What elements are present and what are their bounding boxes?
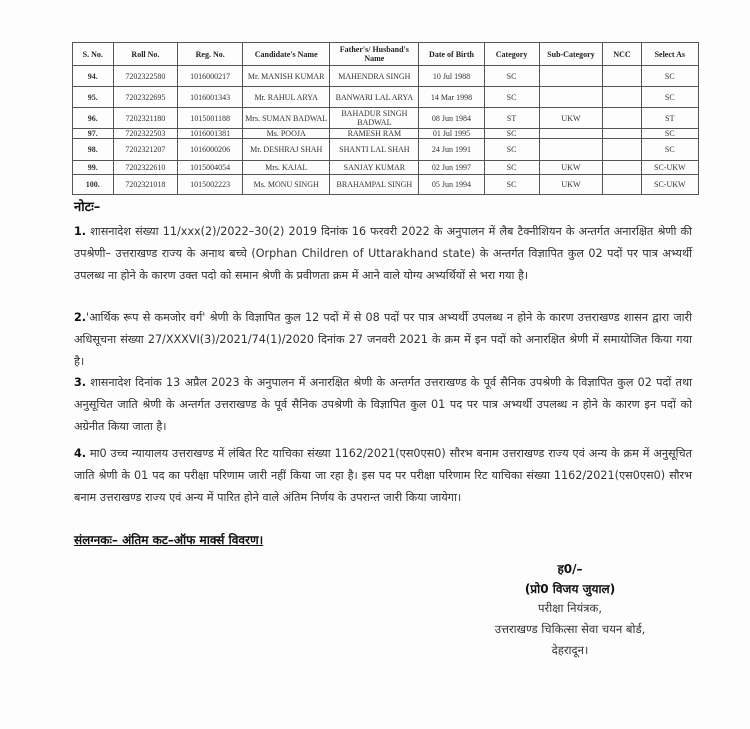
header-roll-no: Roll No. <box>113 43 178 66</box>
cell-reg-no: 1016000206 <box>178 139 243 161</box>
signatory-organization: उत्तराखण्ड चिकित्सा सेवा चयन बोर्ड, <box>494 622 646 636</box>
cell-dob: 10 Jul 1988 <box>419 66 484 87</box>
cell-candidate-name: Mr. RAHUL ARYA <box>243 87 330 108</box>
cell-ncc <box>603 108 641 129</box>
cell-father-name: BANWARI LAL ARYA <box>330 87 419 108</box>
cell-ncc <box>603 161 641 175</box>
cell-father-name: SANJAY KUMAR <box>330 161 419 175</box>
header-father-name: Father's/ Husband's Name <box>330 43 419 66</box>
cell-category: SC <box>484 87 539 108</box>
note-number: 3. <box>74 376 87 389</box>
cell-sno: 95. <box>73 87 114 108</box>
header-category: Category <box>484 43 539 66</box>
note-number: 1. <box>74 225 87 238</box>
cell-select-as: SC-UKW <box>641 161 698 175</box>
cell-sub-category: UKW <box>539 108 603 129</box>
notes-heading: नोटः– <box>74 200 101 215</box>
cell-father-name: SHANTI LAL SHAH <box>330 139 419 161</box>
table-row <box>73 66 699 87</box>
cell-sub-category: UKW <box>539 175 603 195</box>
note-item-2 <box>74 307 692 373</box>
cell-candidate-name: Mrs. KAJAL <box>243 161 330 175</box>
cell-category: SC <box>484 129 539 139</box>
header-sub-category: Sub-Category <box>539 43 603 66</box>
cell-dob: 05 Jun 1994 <box>419 175 484 195</box>
signatory-designation: परीक्षा नियंत्रक, <box>538 601 602 615</box>
cell-ncc <box>603 66 641 87</box>
cell-father-name: MAHENDRA SINGH <box>330 66 419 87</box>
cell-select-as: SC <box>641 129 698 139</box>
cell-select-as: ST <box>641 108 698 129</box>
cell-select-as: SC <box>641 139 698 161</box>
cell-select-as: SC <box>641 87 698 108</box>
cell-sub-category: UKW <box>539 161 603 175</box>
cell-roll-no: 7202321207 <box>113 139 178 161</box>
cell-candidate-name: Mr. DESHRAJ SHAH <box>243 139 330 161</box>
cell-reg-no: 1016001381 <box>178 129 243 139</box>
header-select-as: Select As <box>641 43 698 66</box>
cell-ncc <box>603 87 641 108</box>
signature-mark: ह0/– <box>557 562 583 576</box>
cell-ncc <box>603 129 641 139</box>
signatory-place: देहरादून। <box>551 643 589 657</box>
table-row <box>73 175 699 195</box>
signatory-name: (प्रो0 विजय जुयाल) <box>524 582 616 596</box>
cell-sno: 99. <box>73 161 114 175</box>
header-candidate-name: Candidate's Name <box>243 43 330 66</box>
cell-dob: 24 Jun 1991 <box>419 139 484 161</box>
cell-select-as: SC <box>641 66 698 87</box>
cell-reg-no: 1015004054 <box>178 161 243 175</box>
header-sno: S. No. <box>73 43 114 66</box>
cell-sno: 98. <box>73 139 114 161</box>
cell-category: SC <box>484 161 539 175</box>
table-row <box>73 139 699 161</box>
cell-category: ST <box>484 108 539 129</box>
cell-category: SC <box>484 66 539 87</box>
cell-dob: 14 Mar 1998 <box>419 87 484 108</box>
cell-sub-category <box>539 87 603 108</box>
table-row <box>73 87 699 108</box>
enclosure-line: संलग्नकः– अंतिम कट–ऑफ मार्क्स विवरण। <box>74 533 264 547</box>
cell-roll-no: 7202322695 <box>113 87 178 108</box>
note-item-1 <box>74 221 692 287</box>
cell-candidate-name: Ms. MONU SINGH <box>243 175 330 195</box>
cell-category: SC <box>484 175 539 195</box>
cell-sno: 94. <box>73 66 114 87</box>
note-text: शासनादेश संख्या 11/xxx(2)/2022–30(2) 2019 दिनांक 16 फरवरी 2022 के अनुपालन में लैब टैक्नीशियन के अन्तर्गत अनारक्षित श्रेणी की उपश्रेणी– उत्तराखण्ड राज्य के अनाथ बच्चे (Orphan Children of Uttarakhand state) के अन्तर्गत विज्ञापित कुल 02 पदों पर पात्र अभ्यर्थी उपलब्ध ना होने के कारण उक्त पदो को समान श्रेणी के प्रवीणता क्रम में आने वाले योग्य अभ्यर्थियों से भरा गया है। <box>74 225 692 282</box>
note-item-3 <box>74 372 692 438</box>
cell-father-name: BRAHAMPAL SINGH <box>330 175 419 195</box>
cell-sno: 96. <box>73 108 114 129</box>
selected-candidates-table <box>72 42 699 195</box>
cell-father-name: RAMESH RAM <box>330 129 419 139</box>
cell-sub-category <box>539 129 603 139</box>
header-dob: Date of Birth <box>419 43 484 66</box>
header-reg-no: Reg. No. <box>178 43 243 66</box>
note-number: 2. <box>74 311 87 324</box>
table-row <box>73 108 699 129</box>
cell-roll-no: 7202322503 <box>113 129 178 139</box>
cell-category: SC <box>484 139 539 161</box>
note-item-4 <box>74 443 692 509</box>
note-text: 'आर्थिक रूप से कमजोर वर्ग' श्रेणी के विज्ञापित कुल 12 पदों में से 08 पदों पर पात्र अभ्यर्थी उपलब्ध न होने के कारण उत्तराखण्ड शासन द्वारा जारी अधिसूचना संख्या 27/XXXVI(3)/2021/74(1)/2020 दिनांक 27 जनवरी 2021 के क्रम में इन पदों को अनारक्षित श्रेणी में समायोजित किया गया है। <box>74 311 692 368</box>
table-row <box>73 161 699 175</box>
cell-roll-no: 7202321018 <box>113 175 178 195</box>
cell-candidate-name: Mr. MANISH KUMAR <box>243 66 330 87</box>
cell-dob: 01 Jul 1995 <box>419 129 484 139</box>
cell-dob: 02 Jun 1997 <box>419 161 484 175</box>
cell-candidate-name: Mrs. SUMAN BADWAL <box>243 108 330 129</box>
header-ncc: NCC <box>603 43 641 66</box>
cell-ncc <box>603 175 641 195</box>
cell-father-name: BAHADUR SINGH BADWAL <box>330 108 419 129</box>
cell-reg-no: 1016001343 <box>178 87 243 108</box>
cell-sub-category <box>539 66 603 87</box>
cell-reg-no: 1016000217 <box>178 66 243 87</box>
cell-ncc <box>603 139 641 161</box>
cell-sno: 97. <box>73 129 114 139</box>
cell-sno: 100. <box>73 175 114 195</box>
cell-reg-no: 1015002223 <box>178 175 243 195</box>
note-text: मा0 उच्च न्यायालय उत्तराखण्ड में लंबित रिट याचिका संख्या 1162/2021(एस0एस0) सौरभ बनाम उत्तराखण्ड राज्य एवं अन्य के क्रम में अनुसूचित जाति श्रेणी के 01 पद का परीक्षा परिणाम जारी नहीं किया जा रहा है। इस पद पर परीक्षा परिणाम रिट याचिका संख्या 1162/2021(एस0एस0) सौरभ बनाम उत्तराखण्ड राज्य एवं अन्य में पारित होने वाले अंतिम निर्णय के उपरान्त जारी किया जायेगा। <box>74 447 692 504</box>
table-header-row <box>73 43 699 66</box>
cell-roll-no: 7202321180 <box>113 108 178 129</box>
cell-candidate-name: Ms. POOJA <box>243 129 330 139</box>
cell-roll-no: 7202322580 <box>113 66 178 87</box>
table-row <box>73 129 699 139</box>
cell-select-as: SC-UKW <box>641 175 698 195</box>
cell-sub-category <box>539 139 603 161</box>
cell-roll-no: 7202322610 <box>113 161 178 175</box>
note-text: शासनादेश दिनांक 13 अप्रैल 2023 के अनुपालन में अनारक्षित श्रेणी के अन्तर्गत उत्तराखण्ड के पूर्व सैनिक उपश्रेणी के विज्ञापित कुल 02 पदों तथा अनुसूचित जाति श्रेणी के अन्तर्गत उत्तराखण्ड के पूर्व सैनिक उपश्रेणी के विज्ञापित कुल 01 पद पर पात्र अभ्यर्थी उपलब्ध न होने के कारण इन पदों को अग्रेनीत किया जाता है। <box>74 376 692 433</box>
cell-reg-no: 1015001188 <box>178 108 243 129</box>
note-number: 4. <box>74 447 87 460</box>
cell-dob: 08 Jun 1984 <box>419 108 484 129</box>
